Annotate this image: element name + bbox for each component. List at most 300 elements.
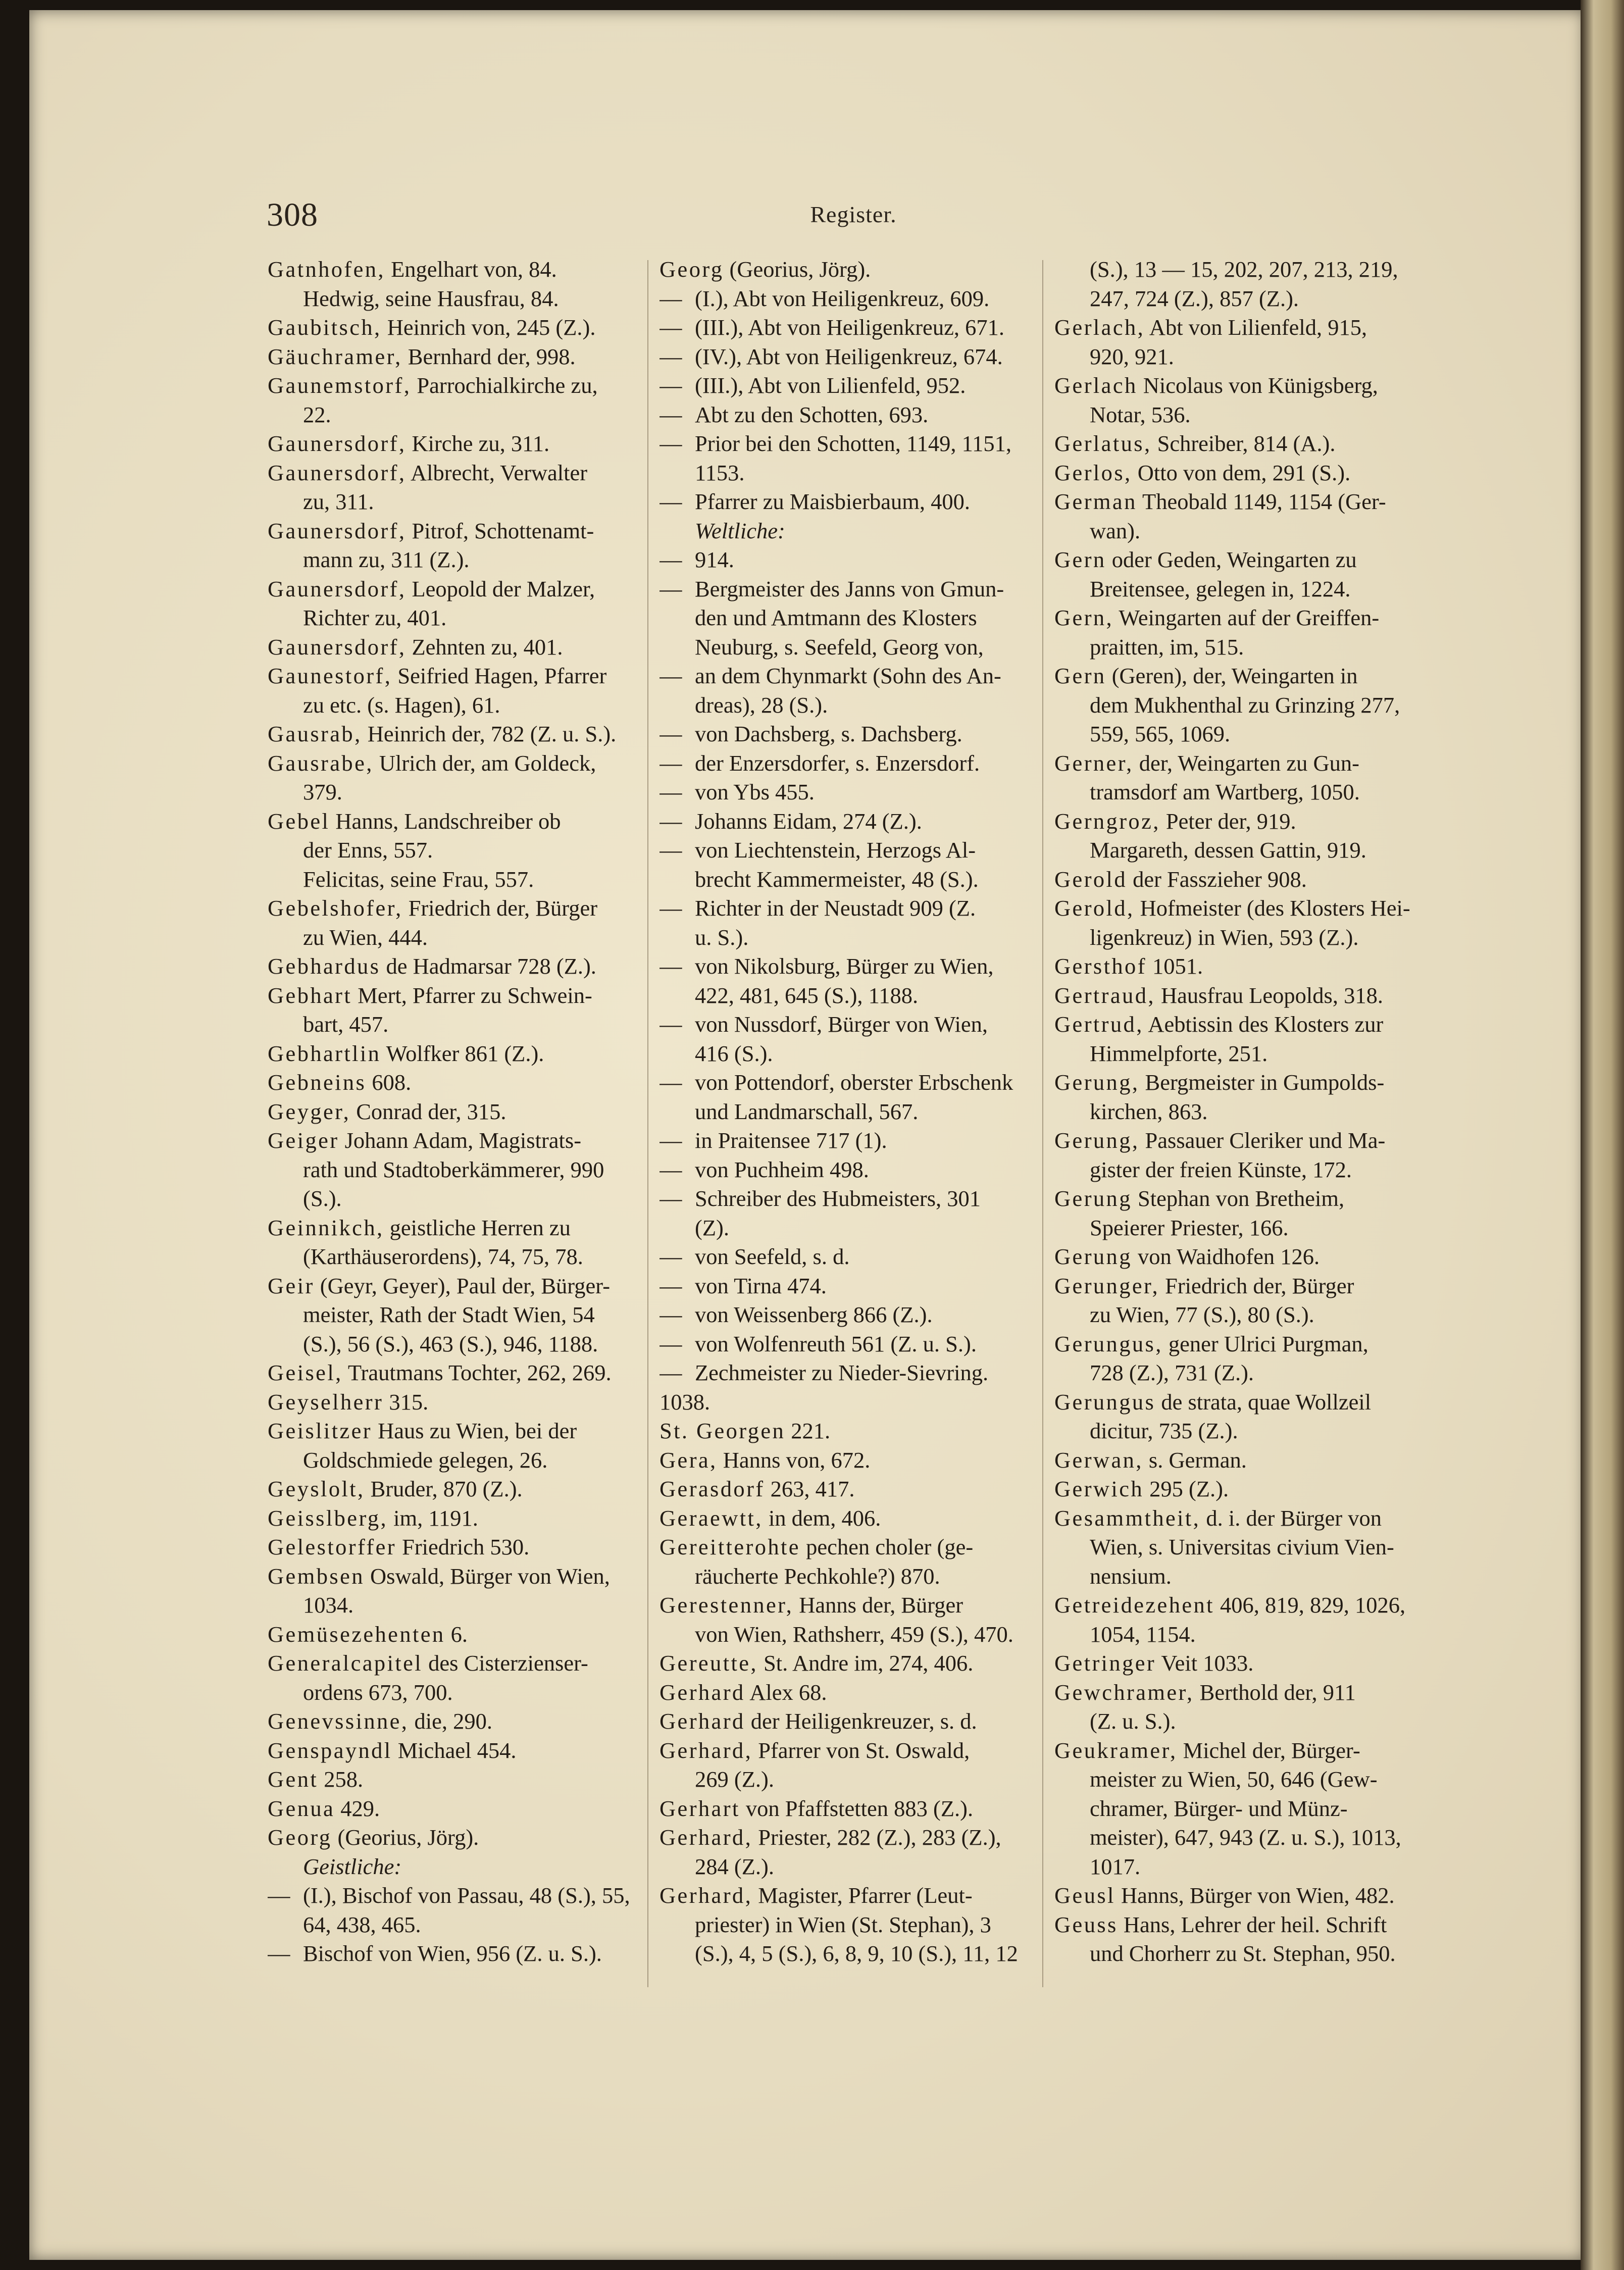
index-line <box>659 1126 1031 1155</box>
index-line <box>659 284 1031 314</box>
entry-text: zu Wien, 77 (S.), 80 (S.). <box>1090 1302 1314 1327</box>
entry-headword: Gerung <box>1054 1244 1132 1269</box>
entry-text: von Nikolsburg, Bürger zu Wien, <box>695 953 994 979</box>
entry-text: Hanns der, Bürger <box>793 1592 963 1618</box>
index-line <box>268 1736 634 1765</box>
index-line <box>1054 1330 1426 1359</box>
index-line <box>1054 1446 1426 1475</box>
entry-text: von Dachsberg, s. Dachsberg. <box>695 721 962 746</box>
index-line <box>268 1852 634 1882</box>
entry-text: den und Amtmann des Klosters <box>695 605 977 630</box>
index-line <box>659 255 1031 284</box>
entry-text: dreas), 28 (S.). <box>695 692 828 718</box>
entry-text: Michel der, Bürger- <box>1177 1737 1360 1763</box>
entry-text: 263, 417. <box>765 1476 855 1501</box>
index-line <box>268 807 634 836</box>
entry-text: Bruder, 870 (Z.). <box>365 1476 523 1501</box>
entry-headword: Gatnhofen, <box>268 257 385 282</box>
entry-headword: Geyger, <box>268 1098 351 1124</box>
entry-text: der Heiligenkreuzer, s. d. <box>745 1708 977 1734</box>
entry-text: Alex 68. <box>745 1679 827 1705</box>
entry-text: Neuburg, s. Seefeld, Georg von, <box>695 634 984 660</box>
running-head: Register. <box>810 201 897 227</box>
index-line <box>659 313 1031 342</box>
entry-text: 22. <box>303 401 331 427</box>
entry-text: Heinrich der, 782 (Z. u. S.). <box>362 721 617 746</box>
entry-headword: Gerestenner, <box>659 1592 794 1618</box>
index-line <box>1054 459 1426 488</box>
entry-text: 1054, 1154. <box>1090 1621 1196 1647</box>
index-line <box>659 1417 1031 1446</box>
entry-headword: Gaunersdorf, <box>268 634 407 660</box>
index-line <box>659 1446 1031 1475</box>
index-line <box>659 923 1031 952</box>
entry-headword: Gerlach, <box>1054 315 1145 340</box>
entry-headword: Gäuchramer, <box>268 343 402 369</box>
index-line <box>659 662 1031 691</box>
entry-text: von Pottendorf, oberster Erbschenk <box>695 1070 1013 1095</box>
entry-headword: Geyslolt, <box>268 1476 365 1501</box>
index-line <box>659 952 1031 981</box>
index-line <box>1054 545 1426 575</box>
index-line <box>268 1910 634 1940</box>
entry-text: von Ybs 455. <box>695 779 815 804</box>
index-line <box>1054 836 1426 865</box>
entry-text: wan). <box>1090 518 1141 543</box>
entry-headword: Gerlach <box>1054 373 1138 398</box>
index-line <box>1054 1184 1426 1214</box>
index-line <box>268 952 634 981</box>
entry-text: von Puchheim 498. <box>695 1156 869 1182</box>
entry-headword: Gern <box>1054 663 1106 688</box>
entry-text: Hanns, Bürger von Wien, 482. <box>1115 1883 1395 1908</box>
ditto-dash: — <box>659 285 682 311</box>
index-line <box>268 1881 634 1910</box>
index-line <box>659 1272 1031 1301</box>
column-divider-1 <box>647 260 648 1987</box>
entry-text: Hofmeister (des Klosters Hei- <box>1134 895 1410 921</box>
entry-text: Bergmeister des Janns von Gmun- <box>695 576 1004 601</box>
entry-headword: Gerner, <box>1054 750 1134 776</box>
entry-text: bart, 457. <box>303 1012 389 1037</box>
register-column-1 <box>268 255 634 1969</box>
index-line <box>659 1707 1031 1736</box>
entry-text: 608. <box>366 1070 412 1095</box>
entry-text: Zechmeister zu Nieder-Sievring. <box>695 1360 989 1385</box>
entry-text: der Fasszieher 908. <box>1127 866 1307 892</box>
entry-headword: Gerlatus, <box>1054 431 1152 456</box>
entry-text: mann zu, 311 (Z.). <box>303 547 470 572</box>
entry-text: Margareth, dessen Gattin, 919. <box>1090 837 1366 863</box>
index-line <box>1054 1852 1426 1882</box>
entry-headword: Gerlos, <box>1054 460 1132 485</box>
index-line <box>659 1068 1031 1097</box>
entry-text: (Georius, Jörg). <box>332 1825 479 1850</box>
entry-text: Johann Adam, Magistrats- <box>339 1128 582 1153</box>
ditto-dash: — <box>659 1128 682 1153</box>
index-line <box>268 1272 634 1301</box>
entry-headword: Gesammtheit, <box>1054 1505 1201 1531</box>
entry-text: im, 1191. <box>388 1505 478 1531</box>
entry-text: Heinrich von, 245 (Z.). <box>381 315 596 340</box>
index-line <box>659 633 1031 662</box>
ditto-dash: — <box>268 1883 290 1908</box>
index-line <box>268 1039 634 1069</box>
index-line <box>1054 284 1426 314</box>
index-line <box>659 1300 1031 1330</box>
entry-text: Felicitas, seine Frau, 557. <box>303 866 534 892</box>
entry-text: der Enns, 557. <box>303 837 433 863</box>
entry-text: nensium. <box>1090 1563 1172 1589</box>
index-line <box>1054 865 1426 894</box>
entry-headword: Gaunemstorf, <box>268 373 412 398</box>
index-line <box>1054 429 1426 459</box>
index-line <box>268 1184 634 1214</box>
index-line <box>659 1794 1031 1824</box>
entry-text: (S.), 4, 5 (S.), 6, 8, 9, 10 (S.), 11, 12 <box>695 1941 1018 1966</box>
entry-text: Kirche zu, 311. <box>406 431 550 456</box>
index-line <box>268 1358 634 1388</box>
index-line <box>268 633 634 662</box>
index-line <box>268 894 634 923</box>
entry-text: gister der freien Künste, 172. <box>1090 1156 1352 1182</box>
index-line <box>659 1678 1031 1707</box>
ditto-dash: — <box>659 1070 682 1095</box>
column-divider-2 <box>1042 260 1043 1987</box>
entry-headword: Gemüsezehenten <box>268 1621 445 1647</box>
index-line <box>268 1533 634 1562</box>
entry-text: Mert, Pfarrer zu Schwein- <box>352 982 592 1008</box>
index-line <box>1054 662 1426 691</box>
entry-text: 269 (Z.). <box>695 1767 774 1792</box>
entry-headword: Gerungus, <box>1054 1331 1163 1356</box>
ditto-dash: — <box>268 1941 290 1966</box>
entry-headword: Gebhardus <box>268 953 381 979</box>
entry-text: Friedrich der, Bürger <box>1159 1273 1354 1298</box>
entry-text: 728 (Z.), 731 (Z.). <box>1090 1360 1254 1385</box>
ditto-dash: — <box>659 431 682 456</box>
entry-text: Peter der, 919. <box>1160 808 1296 834</box>
entry-text: räucherte Pechkohle?) 870. <box>695 1563 940 1589</box>
entry-text: und Landmarschall, 567. <box>695 1098 919 1124</box>
index-line <box>268 1097 634 1127</box>
index-line <box>268 371 634 400</box>
ditto-dash: — <box>659 953 682 979</box>
entry-text: 64, 438, 465. <box>303 1911 421 1937</box>
index-line <box>1054 517 1426 546</box>
index-line <box>1054 575 1426 604</box>
entry-headword: Georg <box>659 257 724 282</box>
entry-headword: Gebhart <box>268 982 352 1008</box>
entry-text: de strata, quae Wollzeil <box>1155 1389 1372 1415</box>
index-line <box>268 517 634 546</box>
entry-text: (III.), Abt von Lilienfeld, 952. <box>695 373 966 398</box>
entry-text: Notar, 536. <box>1090 401 1191 427</box>
entry-text: Oswald, Bürger von Wien, <box>364 1563 610 1589</box>
index-line <box>659 1765 1031 1794</box>
index-line <box>659 603 1031 633</box>
entry-text: Zehnten zu, 401. <box>406 634 563 660</box>
entry-text: praitten, im, 515. <box>1090 634 1244 660</box>
entry-text: Berthold der, 911 <box>1194 1679 1356 1705</box>
index-line <box>1054 1591 1426 1620</box>
book-binding-edge <box>1581 0 1624 2270</box>
index-line <box>1054 1620 1426 1649</box>
entry-text: zu, 311. <box>303 489 374 514</box>
entry-headword: Gerunger, <box>1054 1273 1159 1298</box>
index-line <box>659 1852 1031 1882</box>
entry-headword: Gertrud, <box>1054 1012 1144 1037</box>
index-line <box>1054 778 1426 807</box>
index-line <box>659 459 1031 488</box>
entry-headword: Gern <box>1054 547 1106 572</box>
index-line <box>1054 1533 1426 1562</box>
entry-text: Ulrich der, am Goldeck, <box>373 750 596 776</box>
ditto-dash: — <box>659 547 682 572</box>
entry-text: 315. <box>383 1389 429 1415</box>
entry-text: priester) in Wien (St. Stephan), 3 <box>695 1911 991 1937</box>
entry-headword: Geyselherr <box>268 1389 384 1415</box>
entry-headword: Getringer <box>1054 1650 1156 1676</box>
entry-headword: Getreidezehent <box>1054 1592 1214 1618</box>
entry-text: 1153. <box>695 460 745 485</box>
entry-text: 295 (Z.). <box>1144 1476 1229 1501</box>
index-line <box>268 1242 634 1272</box>
index-line <box>268 1010 634 1039</box>
entry-headword: Gaunersdorf, <box>268 460 407 485</box>
index-line <box>1054 923 1426 952</box>
index-line <box>268 778 634 807</box>
entry-headword: Gaunersdorf, <box>268 431 407 456</box>
index-line <box>268 1649 634 1678</box>
entry-text: in dem, 406. <box>763 1505 881 1531</box>
ditto-dash: — <box>659 1360 682 1385</box>
index-line <box>659 1358 1031 1388</box>
entry-text: pechen choler (ge- <box>800 1534 974 1559</box>
entry-text: von Tirna 474. <box>695 1273 827 1298</box>
entry-text: von Waidhofen 126. <box>1132 1244 1320 1269</box>
entry-text: (Geyr, Geyer), Paul der, Bürger- <box>314 1273 611 1298</box>
entry-headword: Genspayndl <box>268 1737 392 1763</box>
entry-headword: Gaunersdorf, <box>268 518 407 543</box>
index-line <box>1054 720 1426 749</box>
entry-text: von Nussdorf, Bürger von Wien, <box>695 1012 988 1037</box>
index-line <box>268 1591 634 1620</box>
entry-text: (Geren), der, Weingarten in <box>1106 663 1358 688</box>
index-line <box>268 691 634 720</box>
entry-text: Leopold der Malzer, <box>406 576 595 601</box>
index-line <box>1054 1910 1426 1940</box>
entry-headword: Geislitzer <box>268 1418 372 1443</box>
index-line <box>659 575 1031 604</box>
index-line <box>1054 400 1426 430</box>
entry-text: tramsdorf am Wartberg, 1050. <box>1090 779 1360 804</box>
ditto-dash: — <box>659 721 682 746</box>
entry-text: dicitur, 735 (Z.). <box>1090 1418 1238 1443</box>
entry-text: 416 (S.). <box>695 1040 773 1066</box>
entry-text: und Chorherr zu St. Stephan, 950. <box>1090 1941 1396 1966</box>
ditto-dash: — <box>659 489 682 514</box>
index-line <box>1054 1300 1426 1330</box>
entry-headword: Georg <box>268 1825 332 1850</box>
entry-text: (Karthäuserordens), 74, 75, 78. <box>303 1244 583 1269</box>
entry-text: 6. <box>445 1621 468 1647</box>
entry-headword: Gereutte, <box>659 1650 758 1676</box>
entry-text: Wien, s. Universitas civium Vien- <box>1090 1534 1394 1559</box>
ditto-dash: — <box>659 750 682 776</box>
entry-text: Bergmeister in Gumpolds- <box>1139 1070 1385 1095</box>
entry-text: zu etc. (s. Hagen), 61. <box>303 692 500 718</box>
index-line <box>1054 749 1426 778</box>
entry-text: Speierer Priester, 166. <box>1090 1215 1289 1240</box>
index-line <box>1054 807 1426 836</box>
index-line <box>659 517 1031 546</box>
entry-text: in Praitensee 717 (1). <box>695 1128 887 1153</box>
entry-headword: Geir <box>268 1273 315 1298</box>
entry-text: von Wien, Rathsherr, 459 (S.), 470. <box>695 1621 1013 1647</box>
index-line <box>1054 1649 1426 1678</box>
entry-headword: Generalcapitel <box>268 1650 423 1676</box>
entry-text: (S.). <box>303 1186 342 1211</box>
entry-text: Wolfker 861 (Z.). <box>381 1040 544 1066</box>
entry-headword: Gebel <box>268 808 330 834</box>
entry-headword: Gersthof <box>1054 953 1147 979</box>
entry-text: Engelhart von, 84. <box>385 257 557 282</box>
index-line <box>659 1155 1031 1185</box>
index-line <box>659 1010 1031 1039</box>
entry-text: chramer, Bürger- und Münz- <box>1090 1795 1348 1821</box>
entry-headword: Geusl <box>1054 1883 1115 1908</box>
entry-headword: Gebelshofer, <box>268 895 403 921</box>
index-line <box>268 981 634 1011</box>
ditto-dash: — <box>659 837 682 863</box>
index-line <box>659 1242 1031 1272</box>
entry-headword: Geisel, <box>268 1360 343 1385</box>
entry-text: (III.), Abt von Heiligenkreuz, 671. <box>695 315 1004 340</box>
index-line <box>268 545 634 575</box>
entry-headword: Gaunersdorf, <box>268 576 407 601</box>
entry-text: brecht Kammermeister, 48 (S.). <box>695 866 979 892</box>
entry-text: 559, 565, 1069. <box>1090 721 1231 746</box>
entry-text: Parrochialkirche zu, <box>411 373 598 398</box>
ditto-dash: — <box>659 1273 682 1298</box>
index-line <box>268 313 634 342</box>
ditto-dash: — <box>659 808 682 834</box>
entry-text: Seifried Hagen, Pfarrer <box>392 663 607 688</box>
entry-text: Pitrof, Schottenamt- <box>406 518 594 543</box>
entry-text: Richter in der Neustadt 909 (Z. <box>695 895 976 921</box>
entry-text: Friedrich der, Bürger <box>402 895 598 921</box>
index-line <box>659 807 1031 836</box>
ditto-dash: — <box>659 576 682 601</box>
entry-text: Schreiber, 814 (A.). <box>1151 431 1336 456</box>
entry-headword: Geinnikch, <box>268 1215 384 1240</box>
entry-text: Breitensee, gelegen in, 1224. <box>1090 576 1351 601</box>
entry-headword: Gerung, <box>1054 1128 1140 1153</box>
index-line <box>1054 487 1426 517</box>
index-line <box>659 1039 1031 1069</box>
entry-headword: Geisslberg, <box>268 1505 388 1531</box>
entry-headword: Geiger <box>268 1128 339 1153</box>
index-line <box>1054 952 1426 981</box>
index-line <box>1054 603 1426 633</box>
entry-text: rath und Stadtoberkämmerer, 990 <box>303 1156 604 1182</box>
entry-text: s. German. <box>1143 1447 1247 1473</box>
entry-text: Prior bei den Schotten, 1149, 1151, <box>695 431 1012 456</box>
index-line <box>268 1388 634 1417</box>
index-line <box>1054 255 1426 284</box>
entry-text: (Z. u. S.). <box>1090 1708 1176 1734</box>
section-subheading: Weltliche: <box>695 518 785 543</box>
index-line <box>268 429 634 459</box>
entry-headword: Gausrab, <box>268 721 362 746</box>
index-line <box>268 1300 634 1330</box>
index-line <box>268 1504 634 1533</box>
index-line <box>268 400 634 430</box>
index-line <box>1054 1417 1426 1446</box>
entry-text: 406, 819, 829, 1026, <box>1214 1592 1406 1618</box>
entry-text: (IV.), Abt von Heiligenkreuz, 674. <box>695 343 1003 369</box>
ditto-dash: — <box>659 1012 682 1037</box>
entry-text: 429. <box>335 1795 380 1821</box>
entry-text: de Hadmarsar 728 (Z.). <box>380 953 596 979</box>
index-line <box>268 1330 634 1359</box>
index-line <box>268 1823 634 1852</box>
entry-headword: Gerhard, <box>659 1737 753 1763</box>
index-line <box>268 1765 634 1794</box>
entry-text: Nicolaus von Künigsberg, <box>1137 373 1378 398</box>
entry-text: Hedwig, seine Hausfrau, 84. <box>303 285 559 311</box>
index-line <box>1054 1242 1426 1272</box>
index-line <box>659 1504 1031 1533</box>
entry-text: (S.), 13 — 15, 202, 207, 213, 219, <box>1090 257 1398 282</box>
index-line <box>659 487 1031 517</box>
index-line <box>1054 633 1426 662</box>
index-line <box>1054 371 1426 400</box>
entry-text: Hanns von, 672. <box>717 1447 871 1473</box>
index-line <box>1054 894 1426 923</box>
page-number: 308 <box>267 196 318 233</box>
entry-headword: Gerung <box>1054 1186 1132 1211</box>
index-line <box>268 1794 634 1824</box>
entry-text: Veit 1033. <box>1156 1650 1254 1676</box>
index-line <box>268 865 634 894</box>
entry-text: 247, 724 (Z.), 857 (Z.). <box>1090 285 1299 311</box>
index-line <box>659 778 1031 807</box>
entry-text: 1034. <box>303 1592 354 1618</box>
entry-text: Weingarten auf der Greiffen- <box>1113 605 1380 630</box>
index-line <box>659 400 1031 430</box>
entry-text: von Weissenberg 866 (Z.). <box>695 1302 933 1327</box>
index-line <box>659 894 1031 923</box>
entry-headword: Gertraud, <box>1054 982 1155 1008</box>
index-line <box>659 342 1031 372</box>
index-line <box>659 371 1031 400</box>
entry-headword: Genua <box>268 1795 335 1821</box>
index-line <box>268 603 634 633</box>
entry-text: Passauer Cleriker und Ma- <box>1139 1128 1386 1153</box>
index-line <box>1054 1504 1426 1533</box>
index-line <box>659 1214 1031 1243</box>
index-line <box>268 1214 634 1243</box>
entry-text: Abt von Lilienfeld, 915, <box>1145 315 1367 340</box>
entry-text: (I.), Abt von Heiligenkreuz, 609. <box>695 285 990 311</box>
index-line <box>268 575 634 604</box>
index-line <box>1054 1155 1426 1185</box>
index-line <box>1054 1214 1426 1243</box>
entry-headword: Gereitterohte <box>659 1534 800 1559</box>
index-line <box>1054 1881 1426 1910</box>
